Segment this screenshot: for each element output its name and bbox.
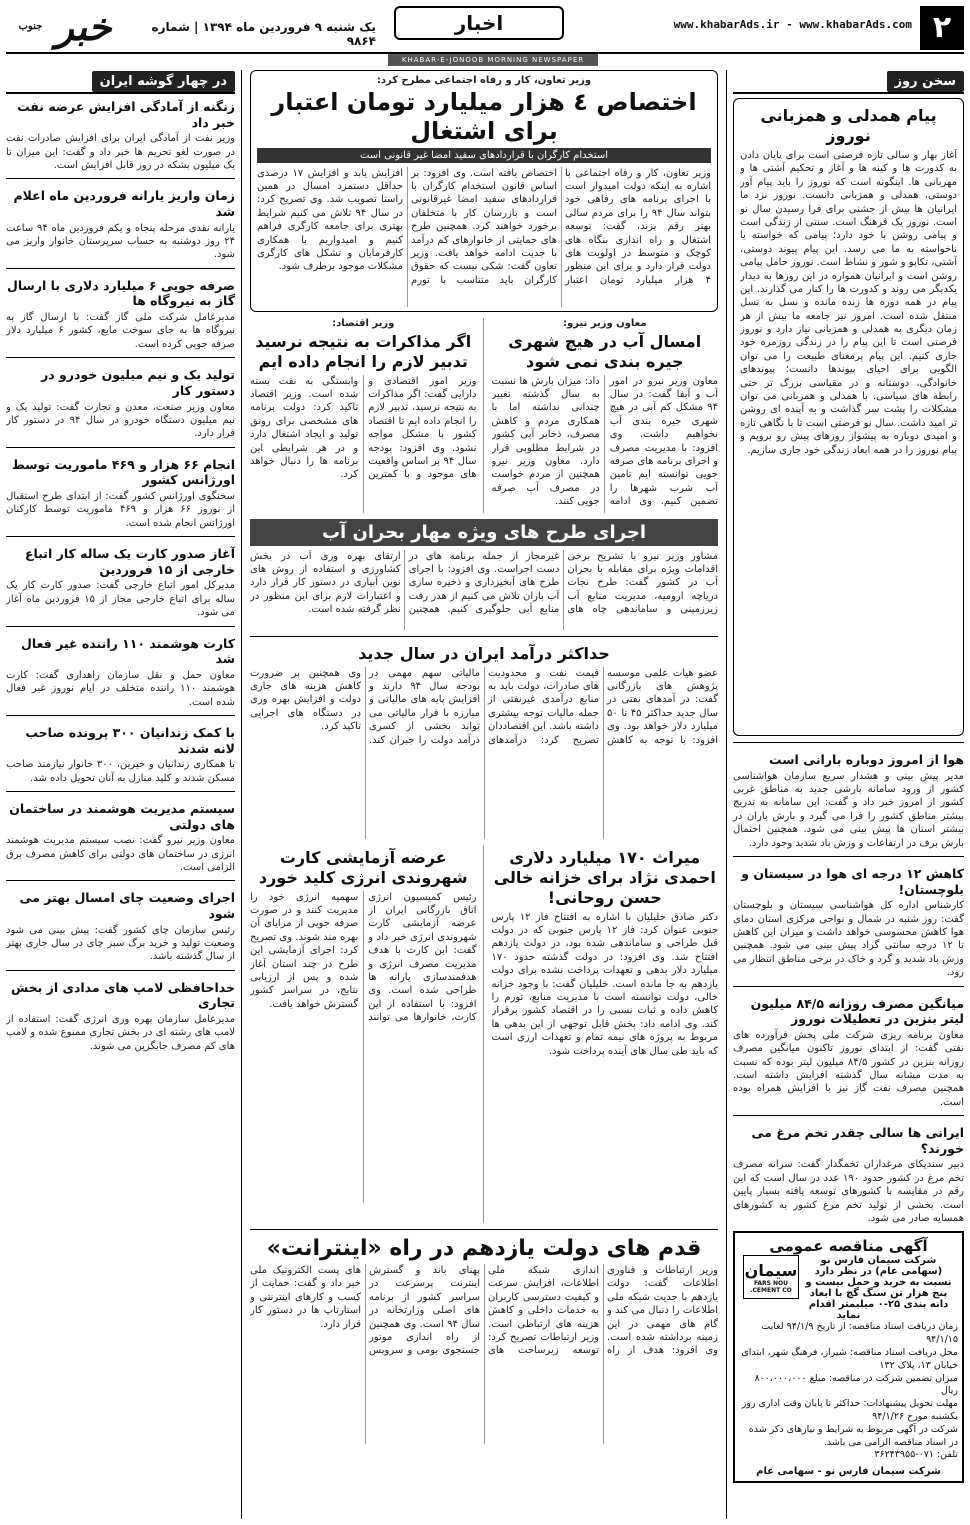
lead-kicker: وزیر تعاون، کار و رفاه اجتماعی مطرح کرد: xyxy=(376,75,592,86)
news-item xyxy=(733,986,964,1110)
news-item xyxy=(733,742,964,850)
provinces-tab-row xyxy=(6,70,235,94)
brief-body: با همکاری زندانیان و خیرین، ۳۰۰ خانوار نیازمند صاحب مسکن شدند و کلید منازل به آنان تحویل داده شد. xyxy=(6,759,235,784)
editorial-tab-row xyxy=(733,70,964,94)
brief-body: معاون حمل و نقل سازمان راهداری گفت: کارت هوشمند ۱۱۰ راننده متخلف در ایام نوروز غیر فعال شده است. xyxy=(6,669,235,708)
brief-body: رئیس سازمان چای کشور گفت: پیش بینی می شود وضعیت تولید و خرید برگ سبز چای در سال جاری بهتر از سال گذشته باشد. xyxy=(6,924,235,963)
ahmadinejad-title: میراث ۱۷۰ میلیارد دلاری احمدی نژاد برای خزانه خالی حسن روحانی! xyxy=(493,847,716,907)
brief-title: با کمک زندانیان ۳۰۰ پرونده صاحب لانه شدند xyxy=(25,724,235,756)
news-item xyxy=(733,856,964,980)
brief xyxy=(6,791,235,874)
brief xyxy=(6,626,235,709)
brief xyxy=(6,880,235,963)
provinces-tab: در چهار گوشه ایران xyxy=(92,71,235,92)
eghtesad-kicker: وزیر اقتصاد: xyxy=(332,317,395,329)
ad-line: تلفن: ۰۷۱-۳۶۲۴۳۹۵۵ xyxy=(874,1449,958,1461)
ad-line: میزان تضمین شرکت در مناقصه: مبلغ ۸۰۰،۰۰۰،۰۰۰ ریال xyxy=(754,1372,958,1397)
internet-story xyxy=(250,1229,718,1444)
nirou-story xyxy=(492,318,719,513)
internet-body: وزیر ارتباطات و فناوری اطلاعات گفت: دولت یازدهم با جدیت شبکه ملی اطلاعات را دنبال می کند و گام های مهمی در این زمینه برداشته شده است. وی افزود: هدف از راه اندازی شبکه ملی اطلاعات، افزایش سرعت و کیفیت دسترسی کاربران به خدمات داخلی و کاهش هزینه های ارتباطی است. وزیر ارتباطات تصریح کرد: توسعه زیرساخت های پهنای باند و گسترش اینترنت پرسرعت در سراسر کشور از برنامه های اصلی وزارتخانه در سال ۹۴ است. وی همچنین از راه اندازی موتور جستجوی بومی و سرویس های پست الکترونیک ملی خبر داد و گفت: حمایت از کسب و کارهای اینترنتی و استارتاپ ها در دستور کار قرار دارد. xyxy=(250,1264,718,1357)
editorial-body: آغاز بهار و سالی تازه فرصتی است برای پایان دادن به کدورت ها و کینه ها و آغاز و تحکیم آشتی ها و مهربانی ها. اینگونه است که نوروز را باید پیام آور دوستی، همدلی و همزبانی دانست. نوروز نزد ما ایرانیان ها بیش از جشنی برای فرا رسیدن سال نو است. نوروز یک فرهنگ است. سنتی از زندگی است و پیامی روشن با خود دارد؛ پیامی که خواسته یا ناخواسته به ما می رسد. این پیام پیوند دوستی، آشتی، تکاپو و شور و نشاط است. نوروز حامل پیامی روشن است و ایرانیان همواره در این روزها به دیدار یکدیگر می روند و کدورت ها را کنار می گذارند. این پیام در همه دوره ها زنده مانده و نسل به نسل منتقل شده است. امروز نیز جامعه ما بیش از هر زمان دیگری به همدلی و همزبانی نیاز دارد و نوروز فرصتی است تا این پیام را در زندگی روزمره خود جاری کنیم. این پیام پرمعنای طبیعت را می توان الگویی برای احیای پیوندها دانست؛ پیوندهای خانوادگی، دوستانه و در مقیاسی بزرگ تر حتی رابطه های سیاسی. با همدلی و همزبانی می توان مشکلات را پشت سر گذاشت و به آینده ای روشن تر امید داشت. سال نو فرصتی است تا با نگاهی تازه و امیدی دوباره به پیشواز روزهای پیش رو برویم و پیام نوروز را در همه ابعاد زندگی خود جاری سازیم. xyxy=(740,150,957,456)
ad-logo-text: سیمان xyxy=(744,1260,798,1280)
brief-body: مدیرعامل سازمان بهره وری انرژی گفت: استفاده از لامپ های رشته ای در بخش تجاری ممنوع شده و لامپ های کم مصرف جایگزین می شوند. xyxy=(6,1014,235,1052)
editorial xyxy=(733,98,964,736)
news-body: معاون برنامه ریزی شرکت ملی پخش فرآورده های نفتی گفت: از ابتدای نوروز تاکنون میانگین مصرف روزانه بنزین در کشور ۸۴/۵ میلیون لیتر بوده که نسبت به مدت مشابه سال گذشته افزایش داشته است. همچنین مصرف نفت گاز نیز با افزایش همراه بوده است. xyxy=(733,1029,964,1108)
second-row xyxy=(250,318,718,513)
tender-ad[interactable] xyxy=(733,1231,964,1483)
ad-line: مهلت تحویل پیشنهادات: حداکثر تا پایان وقت اداری روز یکشنبه مورخ ۹۴/۱/۲۶ xyxy=(741,1398,958,1423)
news-title: کاهش ۱۲ درجه ای هوا در سیستان و بلوچستان! xyxy=(741,865,964,897)
brief-title: صرفه جویی ۶ میلیارد دلاری با ارسال گاز به نیروگاه ها xyxy=(7,277,235,309)
editorial-tab: سخن روز xyxy=(887,71,964,92)
ahmadinejad-story xyxy=(492,845,719,1223)
nirou-title: امسال آب در هیچ شهری جیره بندی نمی شود xyxy=(508,331,702,371)
eghtesad-body: وزیر امور اقتصادی و دارایی گفت: اگر مذاکرات به نتیجه نرسید، تدبیر لازم را انجام داده ایم تا اقتصاد کشور با مشکل مواجه نشود. وی افزود: بودجه سال ۹۴ بر اساس واقعیت های موجود و با کمترین وابستگی به نفت بسته شده است. وزیر اقتصاد تاکید کرد: دولت برنامه های مشخصی برای رونق تولید و ایجاد اشتغال دارد و در هر شرایطی این برنامه ها را دنبال خواهد کرد. xyxy=(250,375,477,481)
ad-line: محل دریافت اسناد مناقصه: شیراز، فرهنگ شهر، ابتدای خیابان ۱۳، پلاک ۱۳۲ xyxy=(741,1346,958,1371)
news-body: مدیر پیش بینی و هشدار سریع سازمان هواشناسی کشور از ورود سامانه بارشی جدید به مناطق غربی کشور از امروز خبر داد و گفت: این سامانه به تدریج بیشتر مناطق کشور را فرا می گیرد و بارش باران در بیشتر استان ها پیش بینی می شود. همچنین احتمال بارش برف در ارتفاعات و وزش باد شدید وجود دارد. xyxy=(733,770,964,849)
ad-subtitle: شرکت سیمان فارس نو (سهامی عام) در نظر دارد نسبت به خرید و حمل بیست و پنج هزار تن سنگ گچ با ابعاد دانه بندی ۲۵-۰ میلیمتر اقدام نماید xyxy=(805,1255,952,1322)
brief-title: زنگنه از آمادگی افزایش عرضه نفت خبر داد xyxy=(17,99,235,130)
eghtesad-title: اگر مذاکرات به نتیجه نرسید تدبیر لازم را انجام داده ایم xyxy=(255,331,472,371)
ad-title: آگهی مناقصه عمومی xyxy=(769,1237,928,1256)
ad-line: شرکت در آگهی مربوط به شرایط و نیازهای ذکر شده در اسناد مناقصه الزامی می باشد. xyxy=(748,1423,958,1448)
brief-body: سخنگوی اورژانس کشور گفت: از ابتدای طرح استقبال از نوروز ۶۶ هزار و ۴۶۹ ماموریت توسط کارکنان اورژانس انجام شده است. xyxy=(6,490,235,529)
brief-title: انجام ۶۶ هزار و ۴۶۹ ماموریت توسط اورژانس کشور xyxy=(11,456,235,488)
section-title: اخبار xyxy=(394,6,564,40)
nirou-body: معاون وزیر نیرو در امور آب و آبفا گفت: در سال ۹۴ مشکل کم آبی در هیچ شهری جیره بندی آب نخواهیم داشت. وی افزود: با مدیریت مصرف و اجرای برنامه های صرفه جویی توانسته ایم تامین آب شرب شهرها را تضمین کنیم. وی ادامه داد: میزان بارش ها نسبت به سال گذشته تغییر چندانی نداشته اما با همکاری مردم و کاهش مصرف، ذخایر آبی کشور در شرایط مطلوبی قرار دارد. معاون وزیر نیرو همچنین از مردم خواست در مصرف آب صرفه جویی کنند. xyxy=(491,375,718,508)
brief-title: زمان واریز یارانه فروردین ماه اعلام شد xyxy=(13,188,235,220)
lead-story xyxy=(250,70,718,312)
right-column xyxy=(726,70,964,1519)
date-line: یک شنبه ۹ فروردین ماه ۱۳۹۴ | شماره ۹۸۶۴ xyxy=(151,20,376,48)
brief-title: آغاز صدور کارت یک ساله کار اتباع خارجی از ۱۵ فروردین xyxy=(24,546,235,577)
brief xyxy=(6,447,235,530)
cement-logo xyxy=(743,1255,799,1299)
news-item xyxy=(733,1115,964,1225)
brief-title: سیستم مدیریت هوشمند در ساختمان های دولتی xyxy=(9,800,235,832)
newspaper-logo xyxy=(6,4,124,52)
lead-title: اختصاص ٤ هزار میلیارد تومان اعتبار برای اشتغال xyxy=(271,88,697,145)
editorial-title: پیام همدلی و همزبانی نوروز xyxy=(760,106,937,145)
ad-logo-caption: FARS NOU CEMENT CO. xyxy=(750,1279,792,1294)
brief-title: خداحافظی لامپ های مدادی از بخش تجاری xyxy=(10,979,235,1011)
brief xyxy=(6,715,235,785)
news-body: کارشناس اداره کل هواشناسی سیستان و بلوچستان گفت: روز شنبه در شمال و نواحی مرکزی استان دمای هوا کاهش محسوسی خواهد داشت و میزان این کاهش تا ۱۲ درجه سانتی گراد پیش بینی می شود. همچنین وزش باد شدید و گرد و خاک در برخی مناطق انتظار می رود. xyxy=(733,900,964,979)
brief-body: معاون وزیر نیرو گفت: نصب سیستم مدیریت هوشمند انرژی در ساختمان های دولتی برای کاهش مصرف برق الزامی است. xyxy=(6,835,235,874)
brief xyxy=(6,970,235,1053)
news-title: میانگین مصرف روزانه ۸۴/۵ میلیون لیتر بنزین در تعطیلات نوروز xyxy=(750,995,964,1027)
brief-body: مدیرکل امور اتباع خارجی گفت: صدور کارت کار یک ساله برای اتباع خارجی مجاز از ۱۵ فروردین ماه آغاز می شود. xyxy=(6,580,235,619)
brief xyxy=(6,536,235,619)
logo-tag: جنوب xyxy=(18,21,43,32)
brief-body: معاون وزیر صنعت، معدن و تجارت گفت: تولید یک و نیم میلیون دستگاه خودرو در سال ۹۴ در دستور کار قرار دارد. xyxy=(6,401,235,440)
brief xyxy=(6,268,235,351)
news-body: دبیر سندیکای مرغداران تخمگذار گفت: سرانه مصرف تخم مرغ در کشور حدود ۱۹۰ عدد در سال است که این رقم در مقایسه با کشورهای توسعه یافته بسیار پایین است. بخشی از تولید تخم مرغ کشور به کشورهای همسایه صادر می شود. xyxy=(733,1159,964,1224)
left-column xyxy=(6,70,242,1519)
masthead xyxy=(6,4,964,54)
brief-body: یارانه نقدی مرحله پنجاه و یکم فروردین ماه ۹۴ ساعت ۲۴ روز دوشنبه به حساب سرپرستان خانوار واریز می شود. xyxy=(6,222,236,261)
daramad-body: عضو هیات علمی موسسه پژوهش های بازرگانی گفت: در آمدهای نفتی در سال جدید حداکثر ۴۵ تا ۵۰ میلیارد دلار خواهد بود. وی افزود: با توجه به کاهش قیمت نفت و محدودیت های صادرات، دولت باید به منابع درآمدی غیرنفتی از جمله مالیات توجه بیشتری داشته باشد. این اقتصاددان تصریح کرد: درآمدهای مالیاتی سهم مهمی در بودجه سال ۹۴ دارند و افزایش پایه های مالیاتی و مبارزه با فرار مالیاتی می تواند بخشی از کسری درآمد دولت را جبران کند. وی همچنین بر ضرورت کاهش هزینه های جاری دولت و افزایش بهره وری در دستگاه های اجرایی تاکید کرد. xyxy=(250,667,718,746)
fourth-row xyxy=(250,845,718,1223)
brief-title: کارت هوشمند ۱۱۰ راننده غیر فعال شد xyxy=(21,635,235,667)
news-title: ایرانی ها سالی چقدر تخم مرغ می خورند؟ xyxy=(751,1125,964,1156)
ahmadinejad-body: دکتر صادق خلیلیان با اشاره به افتتاح فاز ۱۲ پارس جنوبی عنوان کرد: فاز ۱۲ پارس جنوبی که در دولت قبل طراحی و ساماندهی شده بود، در دولت یازدهم افتتاح شد. وی افزود: در دولت گذشته حدود ۱۷۰ میلیارد دلار بدهی و تعهدات پرداخت نشده برای دولت یازدهم به جا مانده است. خلیلیان گفت: با وجود خزانه خالی، دولت توانسته است با مدیریت منابع، تورم را کاهش داده و ثبات نسبی را در اقتصاد کشور برقرار کند. وی ادامه داد: بخش قابل توجهی از این بدهی ها مربوط به پروژه های نیمه تمام و تعهدات ارزی است که باید طی سال های آینده پرداخت شود. xyxy=(491,911,718,1057)
water-crisis-body: مشاور وزیر نیرو با تشریح برخی اقدامات ویژه برای مقابله با بحران آب در کشور گفت: طرح نجات دریاچه ارومیه، مدیریت منابع آب زیرزمینی و ساماندهی چاه های غیرمجاز از جمله برنامه های در دست اجراست. وی افزود: با اجرای طرح های آبخیزداری و ذخیره سازی آب باران تلاش می کنیم از هدر رفت منابع آبی جلوگیری کنیم. همچنین ارتقای بهره وری آب در بخش کشاورزی و استفاده از روش های نوین آبیاری در دستور کار قرار دارد و اعتبارات لازم برای این منظور در نظر گرفته شده است. xyxy=(250,550,718,616)
water-crisis-banner: اجرای طرح های ویژه مهار بحران آب xyxy=(250,519,718,546)
ad-line: زمان دریافت اسناد مناقصه: از تاریخ ۹۴/۱/۹ لغایت ۹۴/۱/۱۵ xyxy=(761,1321,958,1346)
nirou-kicker: معاون وزیر نیرو: xyxy=(562,317,647,329)
brief-body: وزیر نفت از آمادگی ایران برای افزایش صادرات نفت در صورت لغو تحریم ها خبر داد و گفت: این میزان تا یک میلیون بشکه در روز قابل افزایش است. xyxy=(6,133,235,172)
page-number: ۲ xyxy=(920,6,964,50)
brief-title: تولید یک و نیم میلیون خودرو در دستور کار xyxy=(41,367,235,398)
middle-column xyxy=(250,70,718,1519)
lead-subtitle: استخدام کارگران با قراردادهای سفید امضا غیر قانونی است xyxy=(257,148,711,163)
news-title: هوا از امروز دوباره بارانی است xyxy=(769,752,964,767)
brief-title: اجرای وضعیت چای امسال بهتر می شود xyxy=(19,890,235,922)
daramad-title: حداکثر درآمد ایران در سال جدید xyxy=(358,643,610,663)
internet-title: قدم های دولت یازدهم در راه «اینترانت» xyxy=(266,1235,702,1261)
site-url[interactable]: www.khabarAds.ir - www.khabarAds.com xyxy=(673,18,912,31)
eghtesad-story xyxy=(250,318,484,513)
lead-body: وزیر تعاون، کار و رفاه اجتماعی با اشاره به اینکه دولت امیدوار است با اجرای برنامه های رفاهی خود بتواند سال ۹۴ را برای مردم سالی بهتر رقم بزند، گفت: توسعه اشتغال و راه اندازی بنگاه های کوچک و متوسط در اولویت های دولت قرار دارد و برای این منظور ۴ هزار میلیارد تومان اعتبار اختصاص یافته است. وی افزود: بر اساس قانون استخدام کارگران با قراردادهای سفید امضا غیرقانونی است و بازرسان کار با متخلفان برخورد خواهند کرد. همچنین طرح های حمایتی از خانوارهای کم درآمد با جدیت ادامه خواهد یافت. وزیر تعاون گفت: شکی نیست که حقوق کارگران باید متناسب با تورم افزایش یابد و افزایش ۱۷ درصدی حداقل دستمزد امسال در همین راستا تصویب شد. وی تصریح کرد: در سال ۹۴ تلاش می کنیم شرایط بهتری برای جامعه کارگری فراهم کنیم و امیدواریم با همکاری کارفرمایان و تشکل های کارگری مشکلات موجود برطرف شود. xyxy=(257,167,711,286)
brief xyxy=(6,357,235,440)
logo-text: خبر xyxy=(55,4,112,49)
brief xyxy=(6,178,235,261)
ad-footer: شرکت سیمان فارس نو - سهامی عام xyxy=(756,1466,941,1478)
brief-body: مدیرعامل شرکت ملی گاز گفت: با ارسال گاز به نیروگاه ها به جای سوخت مایع، کشور ۶ میلیارد دلار صرفه جویی کرده است. xyxy=(6,312,235,350)
daramad-story xyxy=(250,636,718,839)
brief xyxy=(6,99,235,172)
energy-title: عرضه آزمایشی کارت شهروندی انرژی کلید خورد xyxy=(258,847,468,887)
energy-body: رئیس کمیسیون انرژی اتاق بازرگانی ایران از عرضه آزمایشی کارت شهروندی انرژی خبر داد و گفت: این کارت با هدف مدیریت مصرف انرژی و هدفمندسازی یارانه ها طراحی شده است. وی افزود: با استفاده از این کارت، خانوارها می توانند سهمیه انرژی خود را مدیریت کنند و در صورت صرفه جویی از مزایای آن بهره مند شوند. وی تصریح کرد: اجرای آزمایشی این طرح در چند استان آغاز شده و پس از ارزیابی نتایج، در سراسر کشور گسترش خواهد یافت. xyxy=(250,891,477,1024)
energy-story xyxy=(250,845,484,1223)
english-subband: KHABAR-E-JONOOB MORNING NEWSPAPER xyxy=(388,54,598,66)
